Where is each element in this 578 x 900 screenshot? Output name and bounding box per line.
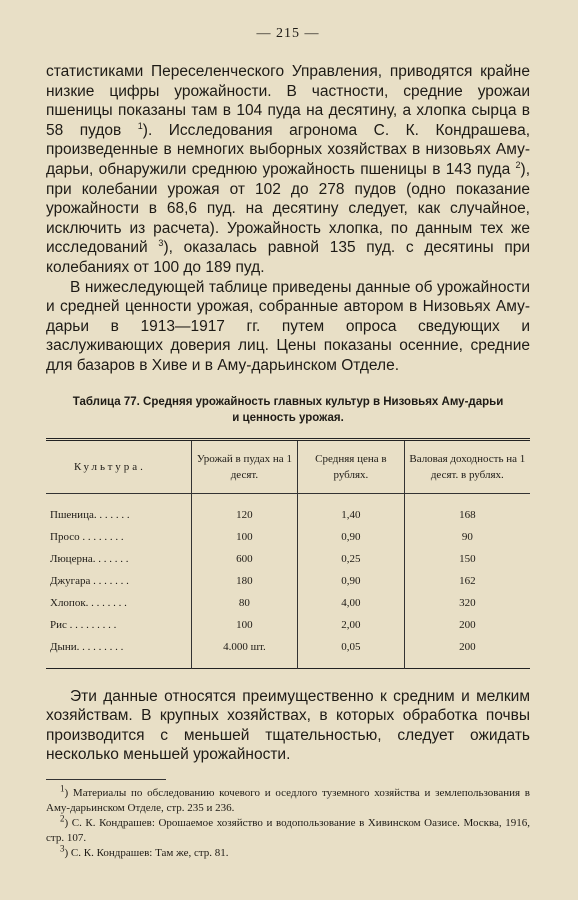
footnote-mark: 2	[60, 813, 65, 824]
cell-price: 2,00	[298, 614, 404, 636]
footnotes	[46, 783, 530, 861]
cell-price: 0,90	[298, 570, 404, 592]
header-income: Валовая доходность на 1 десят. в рублях.	[404, 439, 530, 493]
cell-crop: Просо . . . . . . . .	[50, 530, 124, 543]
paragraph-2: В нижеследующей таблице приведены данные об урожайности и средней ценности урожая, собранные автором в Низовьях Аму-дарьи в 1913—1917 гг. путем опроса сведующих и заслуживающих доверия лиц. Цены показаны осенние, средние для базаров в Хиве и в Аму-дарьинском Отделе.	[46, 278, 530, 374]
cell-crop: Рис . . . . . . . . .	[50, 618, 117, 631]
cell-yield: 600	[191, 548, 297, 570]
table-row	[46, 526, 530, 548]
paragraph-1-text-a: статистиками Переселенческого Управления, приводятся крайне низкие цифры урожайности. В частности, средние урожаи пшеницы показаны там в 104 пуда на десятину, а хлопка сырца в 58 пудов	[46, 63, 530, 139]
cell-yield: 120	[191, 504, 297, 526]
footnote-text: ) Материалы по обследованию кочевого и оседлого туземного хозяйства и землепользования в Аму-дарьинском Отделе, стр. 235 и 236.	[46, 786, 530, 814]
footnote-ref-1: 1	[137, 120, 143, 131]
paragraph-1	[46, 62, 530, 278]
cell-income: 162	[404, 570, 530, 592]
table-caption-line-2: и ценность урожая.	[232, 411, 344, 424]
footnote-ref-2: 2	[515, 159, 521, 170]
cell-crop: Пшеница. . . . . . .	[50, 508, 130, 521]
table-body	[46, 493, 530, 668]
header-price: Средняя цена в рублях.	[298, 439, 404, 493]
cell-price: 0,90	[298, 526, 404, 548]
table-row	[46, 504, 530, 526]
table-row	[46, 548, 530, 570]
footnote-mark: 1	[60, 783, 65, 794]
footnote-1	[46, 783, 530, 816]
footnote-mark: 3	[60, 843, 65, 854]
table-row	[46, 592, 530, 614]
page-number: — 215 —	[256, 26, 320, 41]
header-yield: Урожай в пудах на 1 десят.	[191, 439, 297, 493]
paragraph-3: Эти данные относятся преимущественно к средним и мелким хозяйствам. В крупных хозяйствах, в которых обработка почвы производится с меньшей тщательностью, следует ожидать несколько меньшей урожайности.	[46, 687, 530, 764]
footnote-3	[46, 843, 530, 861]
cell-income: 90	[404, 526, 530, 548]
table-caption-line-1: Таблица 77. Средняя урожайность главных культур в Низовьях Аму-дарьи	[72, 395, 504, 408]
footnote-2	[46, 813, 530, 846]
cell-price: 0,05	[298, 636, 404, 658]
cell-price: 4,00	[298, 592, 404, 614]
cell-crop: Люцерна. . . . . . .	[50, 552, 129, 565]
footnote-ref-3: 3	[158, 238, 164, 249]
cell-yield: 180	[191, 570, 297, 592]
cell-income: 200	[404, 636, 530, 658]
footnote-text: ) С. К. Кондрашев: Орошаемое хозяйство и водопользование в Хивинском Оазисе. Москва, 1916, стр. 107.	[46, 816, 530, 844]
cell-price: 1,40	[298, 504, 404, 526]
cell-income: 200	[404, 614, 530, 636]
paragraph-1-text-d: ), оказалась равной 135 пуд. с десятины при колебаниях от 100 до 189 пуд.	[46, 239, 530, 276]
cell-income: 320	[404, 592, 530, 614]
cell-yield: 80	[191, 592, 297, 614]
cell-price: 0,25	[298, 548, 404, 570]
cell-income: 168	[404, 504, 530, 526]
table-row	[46, 636, 530, 658]
cell-crop: Дыни. . . . . . . . .	[50, 640, 124, 653]
cell-crop: Хлопок. . . . . . . .	[50, 596, 127, 609]
paragraph-1-text-b: ). Исследования агронома С. К. Кондрашева, произведенные в немногих выборных хозяйствах в низовьях Аму-дарьи, обнаружили среднюю урожайность пшеницы в 143 пуда	[46, 121, 530, 178]
table-row	[46, 614, 530, 636]
yield-table	[46, 438, 530, 669]
table-caption	[46, 394, 530, 426]
table-row	[46, 570, 530, 592]
footnote-text: ) С. К. Кондрашев: Там же, стр. 81.	[64, 846, 229, 859]
cell-yield: 4.000 шт.	[191, 636, 297, 658]
paragraph-1-text-c: ), при колебании урожая от 102 до 278 пудов (одно показание урожайности в 68,6 пуд. на десятину следует, как случайное, исключить из расчета). Урожайность хлопка, по данным тех же исследований	[46, 160, 530, 257]
footnote-divider	[46, 779, 166, 780]
cell-crop: Джугара . . . . . . .	[50, 574, 129, 587]
cell-income: 150	[404, 548, 530, 570]
cell-yield: 100	[191, 614, 297, 636]
header-crop: Культура.	[46, 439, 191, 493]
table-header-row	[46, 439, 530, 493]
cell-yield: 100	[191, 526, 297, 548]
